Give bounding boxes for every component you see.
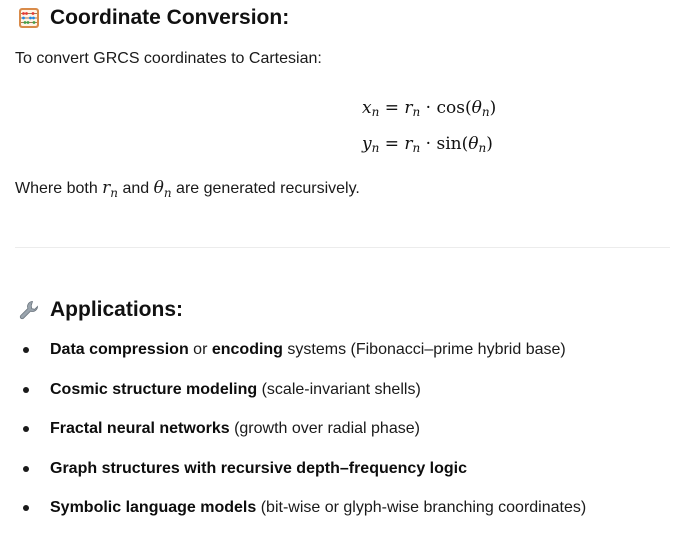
bullet-icon xyxy=(23,466,29,472)
eq-var: r xyxy=(404,134,413,154)
eq-sub: n xyxy=(412,141,421,155)
eq-dot: · xyxy=(420,134,437,154)
bullet-icon xyxy=(23,347,29,353)
bold-term: Data compression xyxy=(50,341,189,358)
math-sub: n xyxy=(163,186,172,200)
list-item-text xyxy=(50,499,586,517)
eq-sub: n xyxy=(371,141,380,155)
bold-term: encoding xyxy=(211,341,283,358)
plain-text: (bit-wise or glyph-wise branching coordinates) xyxy=(256,499,587,517)
list-item-text xyxy=(50,341,566,359)
plain-text: or xyxy=(188,341,212,358)
math-r-n xyxy=(102,178,118,198)
eq-equals: = xyxy=(379,98,405,118)
section-heading-applications xyxy=(18,298,183,322)
abacus-icon xyxy=(18,7,40,29)
note-text: are generated recursively. xyxy=(171,180,360,197)
eq-equals: = xyxy=(379,134,405,154)
bold-term: Graph structures with recursive depth–frequency logic xyxy=(50,459,467,477)
recursion-note xyxy=(15,178,360,200)
list-item-text xyxy=(50,420,420,438)
bullet-icon xyxy=(23,505,29,511)
eq-var: r xyxy=(404,98,413,118)
bold-term: Fractal neural networks xyxy=(50,420,230,438)
eq-sub: n xyxy=(412,105,421,119)
plain-text: systems (Fibonacci–prime hybrid base) xyxy=(282,341,566,358)
section-title-conversion: Coordinate Conversion: xyxy=(50,6,290,29)
eq-function: cos xyxy=(436,98,465,118)
eq-var: y xyxy=(362,134,372,154)
note-text: Where both xyxy=(15,180,103,197)
section-heading-conversion xyxy=(18,6,289,30)
section-title-applications: Applications: xyxy=(50,298,184,321)
eq-sub: n xyxy=(371,105,380,119)
eq-function: sin xyxy=(436,134,462,154)
eq-var: x xyxy=(362,98,372,118)
equation-y: $y_n = r_n \cdot \sin(\theta_n)$ xyxy=(362,134,493,155)
bold-term: Cosmic structure modeling xyxy=(50,380,258,398)
eq-dot: · xyxy=(420,98,437,118)
intro-text: To convert GRCS coordinates to Cartesian: xyxy=(15,50,322,67)
bold-term: Symbolic language models xyxy=(50,499,257,517)
eq-sub: n xyxy=(481,105,490,119)
eq-var: θ xyxy=(468,134,479,154)
list-item-text xyxy=(50,460,467,478)
plain-text: (growth over radial phase) xyxy=(229,420,420,438)
math-var: r xyxy=(102,178,111,198)
note-text: and xyxy=(118,180,154,197)
math-theta-n xyxy=(154,178,172,198)
bullet-icon xyxy=(23,426,29,432)
math-sub: n xyxy=(110,186,119,200)
wrench-icon xyxy=(18,299,40,321)
equation-x: $x_n = r_n \cdot \cos(\theta_n)$ xyxy=(362,98,497,119)
section-divider xyxy=(15,247,670,248)
bullet-icon xyxy=(23,387,29,393)
equation-block xyxy=(362,92,496,164)
eq-var: θ xyxy=(471,98,482,118)
math-var: θ xyxy=(153,178,164,198)
eq-sub: n xyxy=(478,141,487,155)
list-item-text xyxy=(50,381,421,399)
plain-text: (scale-invariant shells) xyxy=(257,380,421,398)
